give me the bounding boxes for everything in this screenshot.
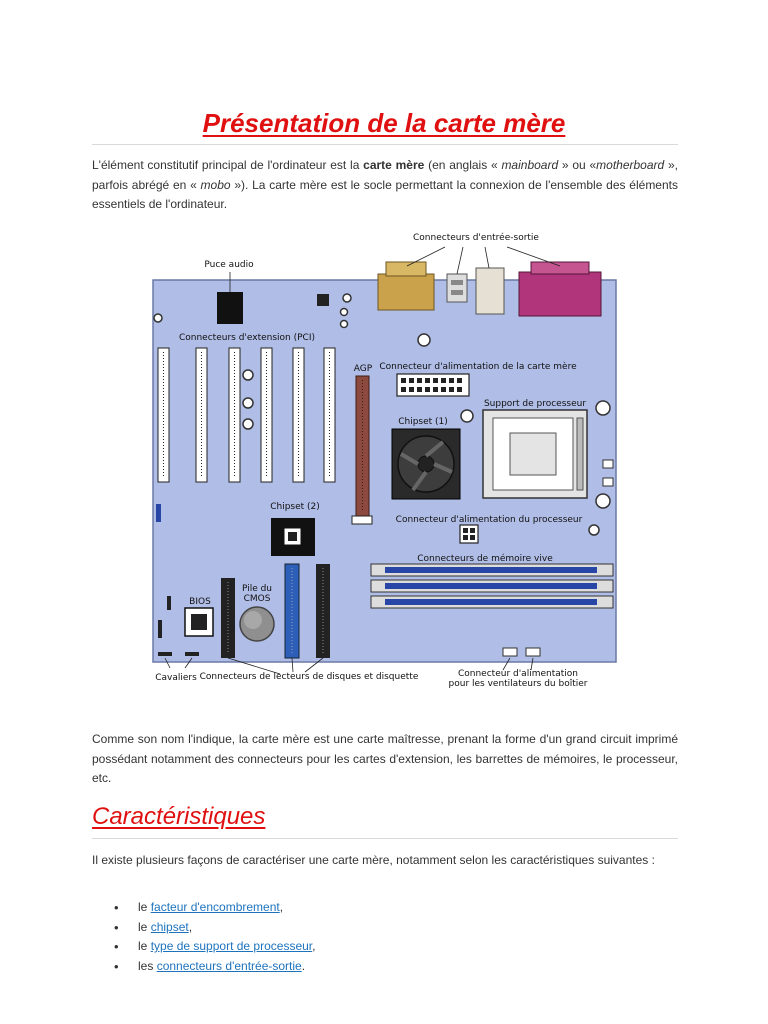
chipset-1-fan [392, 429, 460, 499]
chipset-2 [271, 518, 315, 556]
intro-term-mainboard: mainboard [501, 158, 559, 172]
ram-slots [371, 564, 613, 608]
section-divider [92, 838, 678, 839]
label-jumpers: Cavaliers [155, 673, 197, 683]
link-form-factor[interactable]: facteur d'encombrement [150, 900, 280, 914]
cpu-socket [483, 410, 587, 498]
label-fan-1: Connecteur d'alimentation [457, 669, 579, 679]
intro-text-4: », parfois abrégé en « [92, 158, 678, 192]
section-title: Caractéristiques [92, 803, 266, 830]
label-pci: Connecteurs d'extension (PCI) [178, 333, 316, 343]
cpu-power-connector [460, 525, 478, 543]
title-divider [92, 144, 678, 145]
label-cpu-socket: Support de processeur [483, 399, 587, 409]
list-item: • le chipset, [92, 918, 315, 938]
label-drives: Connecteurs de lecteurs de disques et disquette [199, 672, 419, 682]
io-connectors [378, 247, 601, 316]
link-cpu-socket-type[interactable]: type de support de processeur [150, 939, 313, 953]
intro-text-5: »). La carte mère est le socle permettant la connexion de l'ensemble des éléments essentiels de l'ordinateur. [92, 177, 678, 211]
main-power-connector [397, 374, 469, 396]
label-cmos-2: CMOS [243, 594, 271, 604]
label-power-cpu: Connecteur d'alimentation du processeur [395, 515, 583, 525]
link-io-connectors[interactable]: connecteurs d'entrée-sortie [156, 958, 302, 973]
label-audio: Puce audio [204, 260, 254, 270]
intro-bold-term: carte mère [363, 158, 425, 172]
label-cmos-1: Pile du [241, 584, 273, 594]
label-power-main: Connecteur d'alimentation de la carte mère [379, 362, 577, 372]
intro-text-2: (en anglais « [424, 158, 502, 172]
label-chipset-1: Chipset (1) [398, 417, 448, 427]
label-agp: AGP [353, 364, 373, 374]
list-item: • les connecteurs d'entrée-sortie. [92, 957, 315, 977]
label-chipset-2: Chipset (2) [270, 502, 320, 512]
intro-paragraph [92, 156, 678, 215]
cmos-battery [240, 607, 274, 641]
label-bios: BIOS [189, 597, 211, 607]
characteristics-list [92, 898, 315, 976]
bios-chip [185, 608, 213, 636]
intro-term-mobo: mobo [200, 177, 231, 192]
link-chipset[interactable]: chipset [150, 919, 189, 934]
list-item: • le facteur d'encombrement, [92, 898, 315, 918]
label-io: Connecteurs d'entrée-sortie [413, 233, 539, 243]
description-paragraph: Comme son nom l'indique, la carte mère est une carte maîtresse, prenant la forme d'un grand circuit imprimé possédant notamment des connecteurs pour les cartes d'extension, les barrettes de mémoires, le processeur, etc. [92, 732, 678, 785]
list-item: • le type de support de processeur, [92, 937, 315, 957]
intro-text-3: » ou « [558, 158, 597, 172]
motherboard-diagram [145, 228, 620, 690]
characteristics-intro: Il existe plusieurs façons de caractériser une carte mère, notamment selon les caractéristiques suivantes : [92, 853, 655, 867]
small-chip [317, 294, 329, 306]
label-ram: Connecteurs de mémoire vive [417, 554, 553, 564]
intro-term-motherboard: motherboard [596, 158, 665, 172]
label-fan-2: pour les ventilateurs du boîtier [448, 679, 588, 689]
page-title: Présentation de la carte mère [202, 108, 566, 138]
intro-text-1: L'élément constitutif principal de l'ordinateur est la [92, 158, 364, 172]
